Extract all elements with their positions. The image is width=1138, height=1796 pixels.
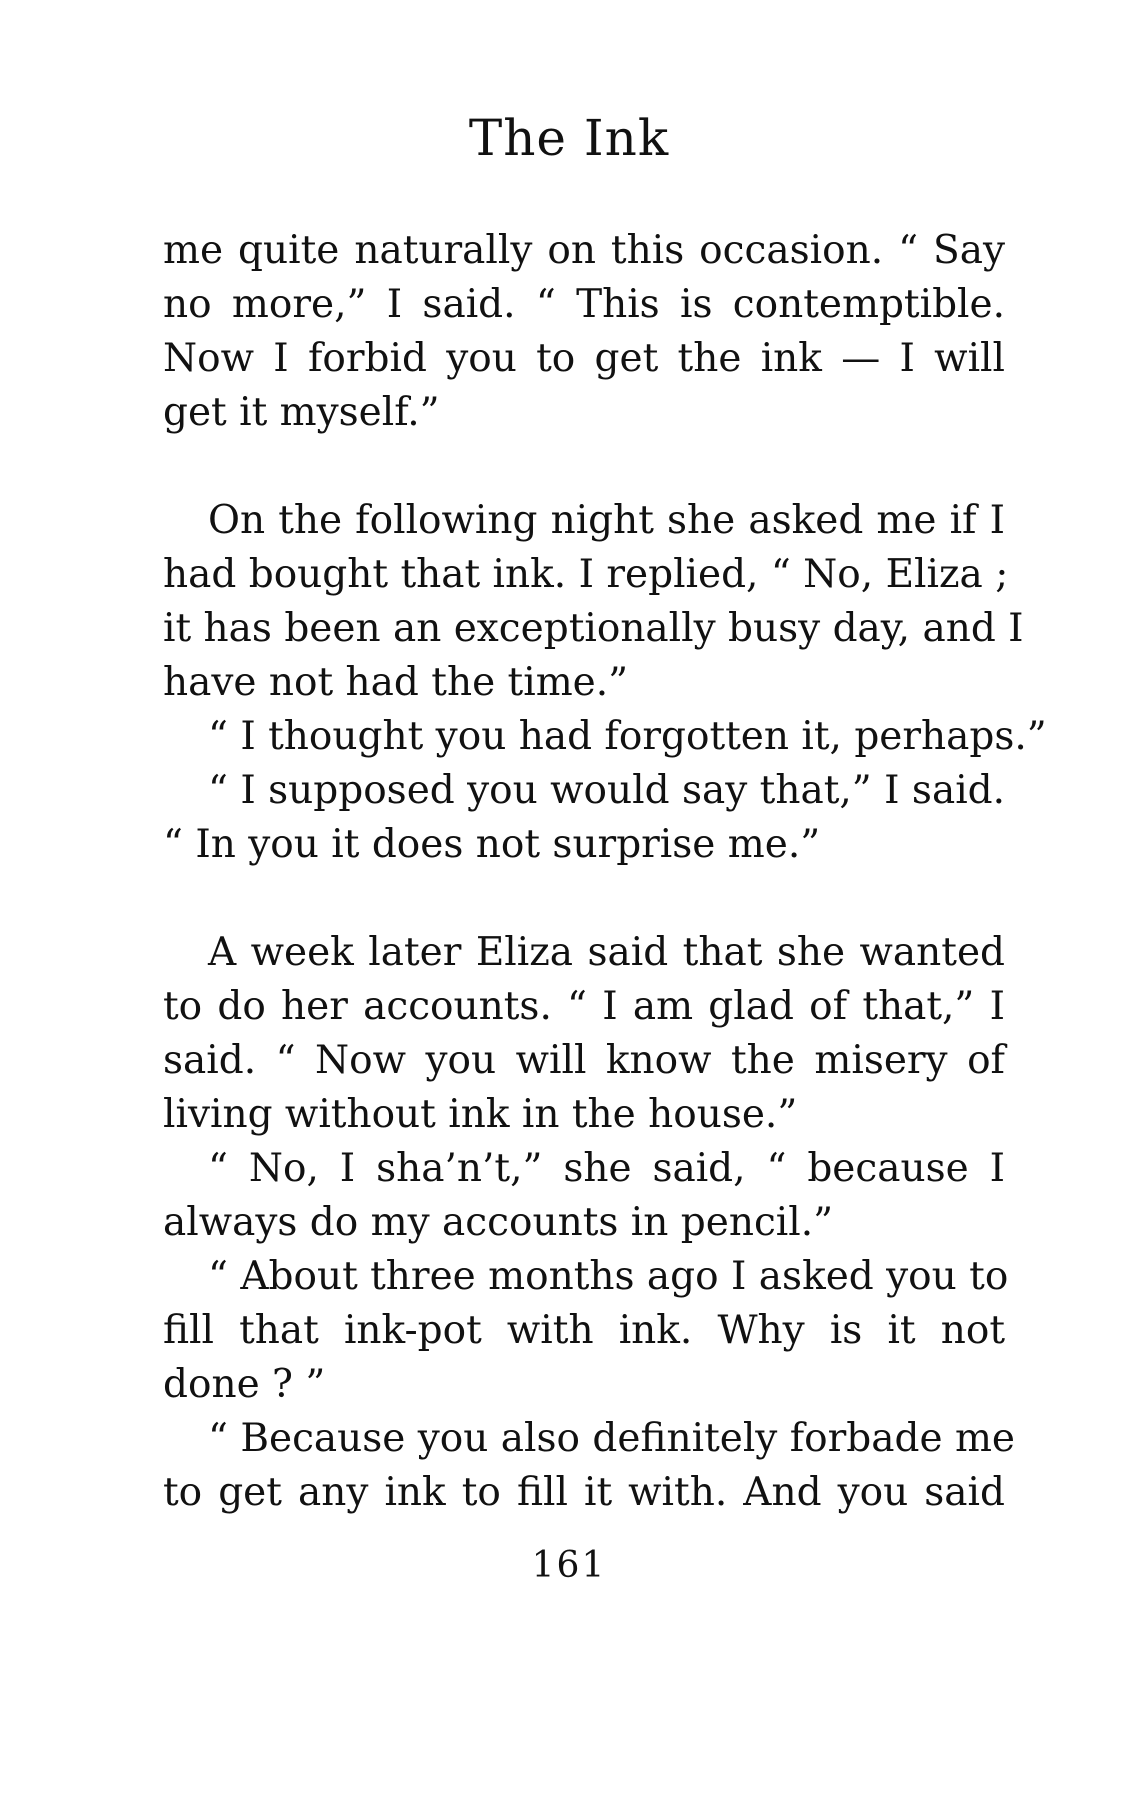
- running-head: The Ink: [468, 109, 670, 167]
- text-line: said. “ Now you will know the misery of: [163, 1038, 1005, 1083]
- text-line: “ In you it does not surprise me.”: [163, 822, 821, 867]
- text-line: no more,” I said. “ This is contemptible.: [163, 282, 1005, 327]
- text-line: me quite naturally on this occasion. “ Say: [163, 228, 1005, 273]
- text-line: done ? ”: [163, 1362, 326, 1407]
- text-line: get it myself.”: [163, 390, 440, 435]
- paragraph-gap: [163, 440, 1005, 494]
- text-line: have not had the time.”: [163, 660, 629, 705]
- text-line: to do her accounts. “ I am glad of that,” I: [163, 984, 1005, 1029]
- text-line: “ I thought you had forgotten it, perhaps.”: [208, 714, 1047, 759]
- paragraph-gap: [163, 872, 1005, 926]
- text-line: Now I forbid you to get the ink — I will: [163, 336, 1005, 381]
- text-line: living without ink in the house.”: [163, 1092, 798, 1137]
- text-line: “ No, I sha’n’t,” she said, “ because I: [208, 1146, 1005, 1191]
- text-line: “ Because you also definitely forbade me: [208, 1416, 1016, 1461]
- page-number: 161: [531, 1545, 607, 1586]
- text-line: had bought that ink. I replied, “ No, Eliza ;: [163, 552, 1009, 597]
- text-line: “ About three months ago I asked you to: [208, 1254, 1009, 1299]
- text-line: A week later Eliza said that she wanted: [208, 930, 1005, 975]
- text-line: it has been an exceptionally busy day, and I: [163, 606, 1024, 651]
- text-line: to get any ink to fill it with. And you said: [163, 1470, 1005, 1515]
- body-text: [163, 224, 1047, 1520]
- text-line: On the following night she asked me if I: [208, 498, 1005, 543]
- text-line: always do my accounts in pencil.”: [163, 1200, 834, 1245]
- text-line: fill that ink-pot with ink. Why is it not: [163, 1308, 1005, 1353]
- text-line: “ I supposed you would say that,” I said.: [208, 768, 1006, 813]
